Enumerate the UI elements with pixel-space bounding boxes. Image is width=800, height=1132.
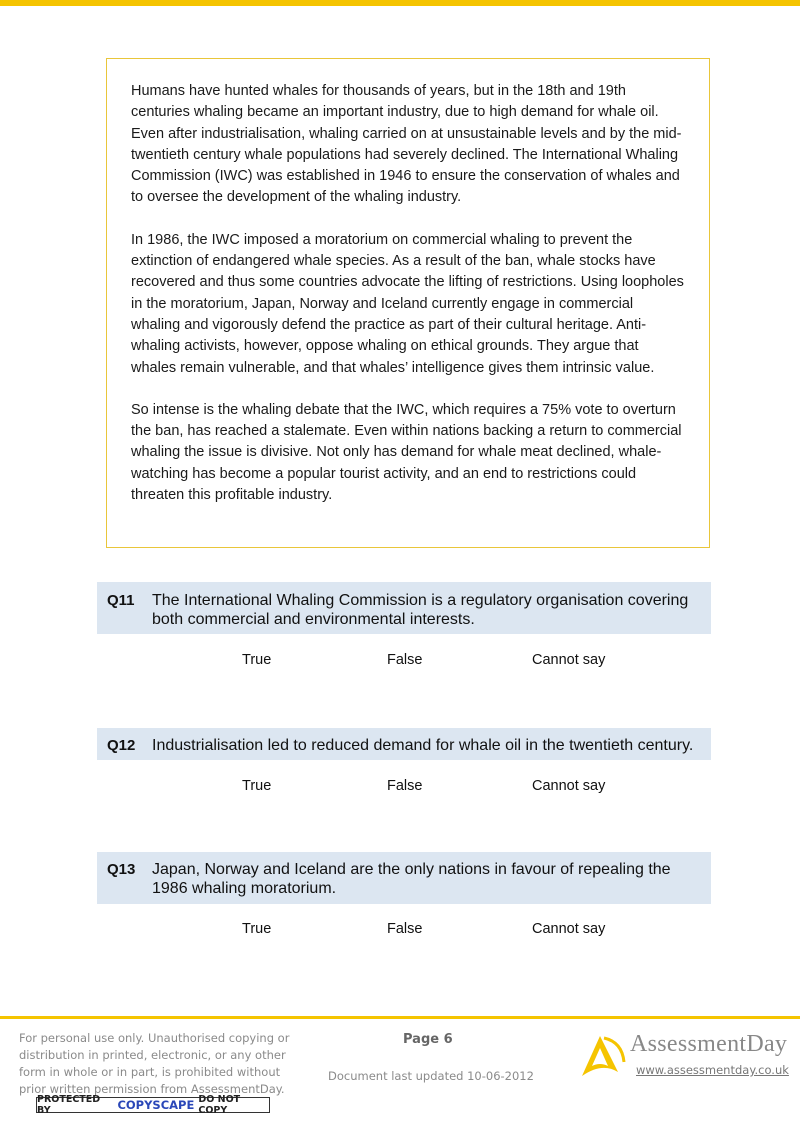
footer-divider bbox=[0, 1016, 800, 1019]
question-number: Q12 bbox=[107, 737, 136, 754]
question-band bbox=[97, 728, 711, 760]
option-cannot-say[interactable]: Cannot say bbox=[532, 921, 606, 937]
last-updated: Document last updated 10-06-2012 bbox=[328, 1069, 534, 1083]
copyscape-prefix: PROTECTED BY bbox=[37, 1094, 101, 1116]
question-q11 bbox=[97, 582, 711, 674]
option-false[interactable]: False bbox=[387, 652, 423, 668]
option-cannot-say[interactable]: Cannot say bbox=[532, 778, 606, 794]
option-true[interactable]: True bbox=[242, 652, 272, 668]
question-band bbox=[97, 582, 711, 634]
answer-options bbox=[97, 778, 711, 800]
question-number: Q13 bbox=[107, 861, 136, 878]
brand-name: AssessmentDay bbox=[630, 1031, 788, 1057]
question-text: The International Whaling Commission is a regulatory organisation covering both commercial and environmental interests. bbox=[152, 592, 689, 628]
copyright-notice: For personal use only. Unauthorised copying or distribution in printed, electronic, or any other form in whole or in part, is prohibited without prior written permission from AssessmentDay. bbox=[19, 1031, 290, 1096]
option-false[interactable]: False bbox=[387, 921, 423, 937]
question-text: Industrialisation led to reduced demand for whale oil in the twentieth century. bbox=[152, 737, 694, 754]
passage-paragraph-1: Humans have hunted whales for thousands of years, but in the 18th and 19th centuries whaling became an important industry, due to high demand for whale oil. Even after industrialisation, whaling carried on at unsustainable levels and by the mid-twentieth century whale populations had severely declined. The International Whaling Commission (IWC) was established in 1946 to ensure the conservation of whales and to oversee the development of the whaling industry. bbox=[131, 83, 682, 206]
passage-paragraph-3: So intense is the whaling debate that the IWC, which requires a 75% vote to overturn the ban, has reached a stalemate. Even within nations backing a return to commercial whaling the issue is divisive. Not only has demand for whale meat declined, whale-watching has become a popular tourist activity, and an end to restrictions could threaten this profitable industry. bbox=[131, 401, 682, 504]
passage-paragraph-2: In 1986, the IWC imposed a moratorium on commercial whaling to prevent the extinction of endangered whale species. As a result of the ban, whale stocks have recovered and thus some countries advocate the lifting of restrictions. Using loopholes in the moratorium, Japan, Norway and Iceland currently engage in commercial whaling and vigorously defend the practice as part of their cultural heritage. Anti-whaling activists, however, oppose whaling on ethical grounds. They argue that whales remain vulnerable, and that whales’ intelligence gives them intrinsic value. bbox=[131, 231, 684, 376]
option-true[interactable]: True bbox=[242, 778, 272, 794]
answer-options bbox=[97, 652, 711, 674]
answer-options bbox=[97, 921, 711, 943]
option-false[interactable]: False bbox=[387, 778, 423, 794]
reading-passage bbox=[106, 58, 710, 548]
page-number: Page 6 bbox=[403, 1032, 453, 1047]
question-q12 bbox=[97, 728, 711, 800]
question-band bbox=[97, 852, 711, 904]
question-q13 bbox=[97, 852, 711, 943]
top-accent-bar bbox=[0, 0, 800, 6]
brand-url-link[interactable]: www.assessmentday.co.uk bbox=[636, 1063, 789, 1077]
assessmentday-logo-icon bbox=[578, 1032, 626, 1078]
copyscape-badge[interactable] bbox=[36, 1094, 270, 1116]
question-number: Q11 bbox=[107, 592, 135, 609]
option-true[interactable]: True bbox=[242, 921, 272, 937]
question-text: Japan, Norway and Iceland are the only nations in favour of repealing the 1986 whaling moratorium. bbox=[152, 861, 671, 897]
copyscape-suffix: DO NOT COPY bbox=[198, 1094, 241, 1116]
copyscape-brand: COPYSCAPE bbox=[117, 1098, 195, 1112]
option-cannot-say[interactable]: Cannot say bbox=[532, 652, 606, 668]
